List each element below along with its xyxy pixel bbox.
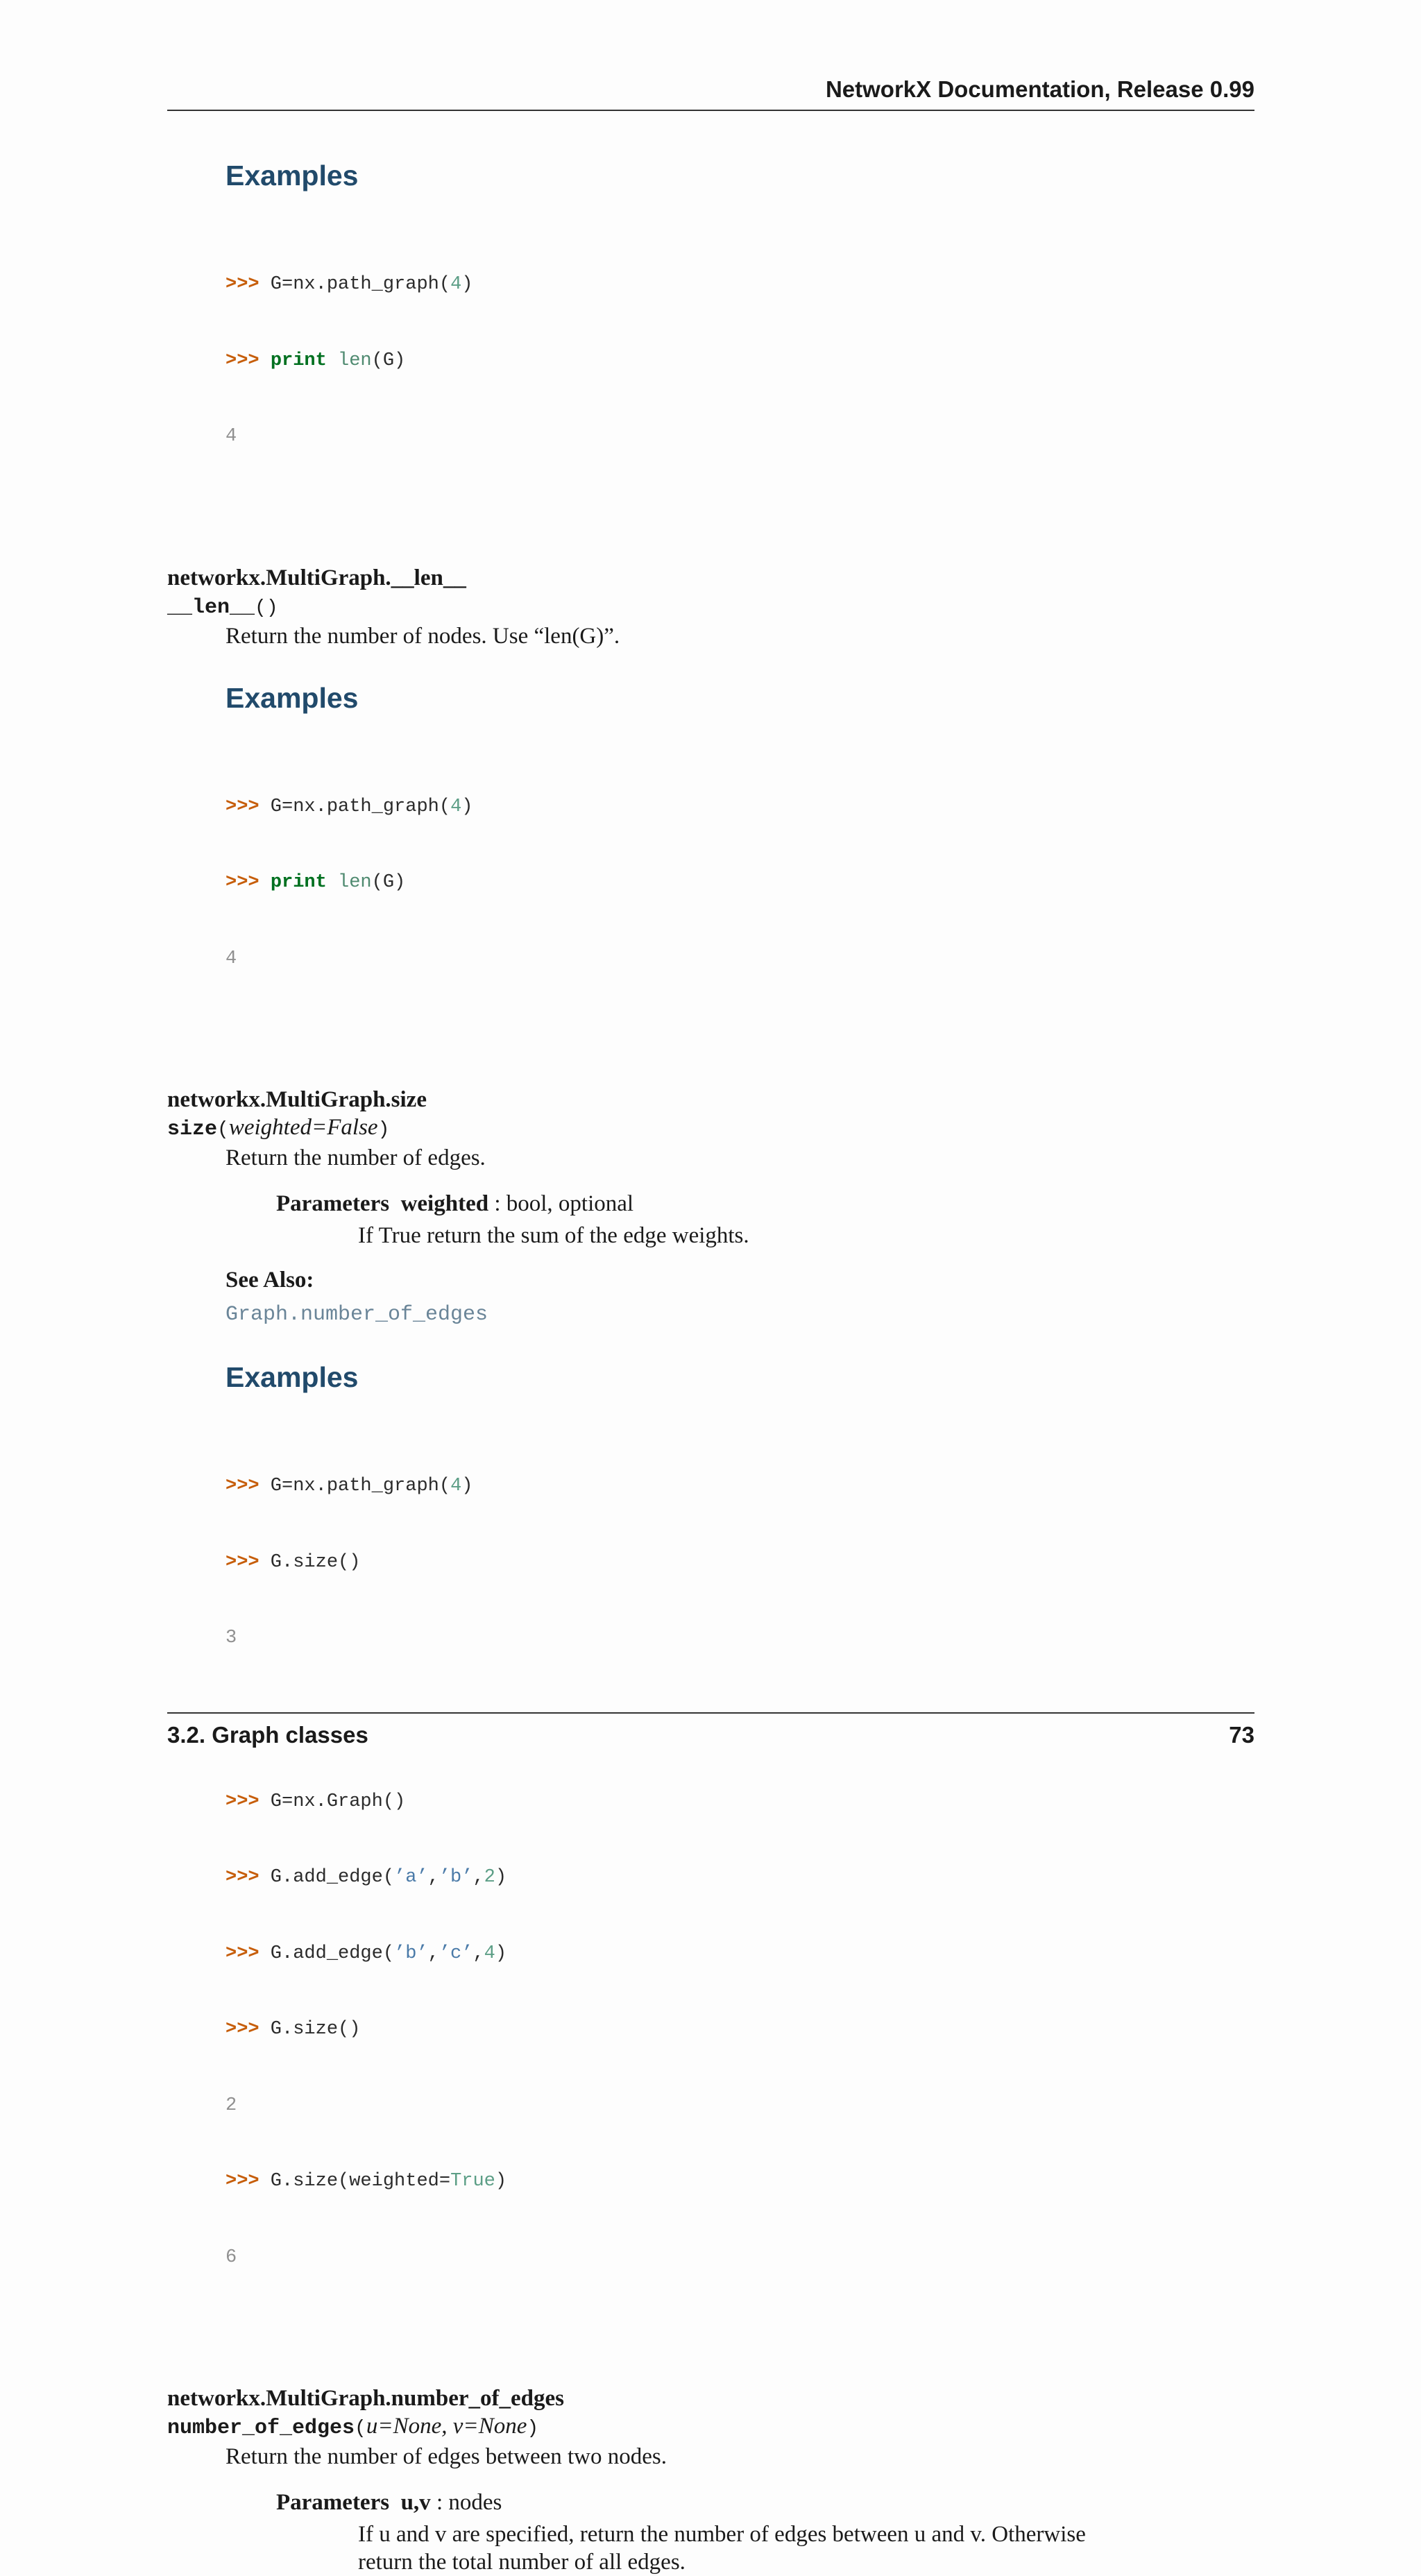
code-output: 3 bbox=[226, 1628, 237, 1648]
method-name: size bbox=[167, 1118, 218, 1141]
parameter-description: If u and v are specified, return the number of edges between u and v. Otherwise return the total number of all edges. bbox=[358, 2522, 1086, 2575]
code-line: >>> G=nx.path_graph(4) bbox=[226, 1476, 473, 1496]
parameter-name: weighted bbox=[400, 1191, 489, 1216]
examples-heading: Examples bbox=[226, 160, 359, 191]
method-description: Return the number of edges. bbox=[226, 1145, 486, 1170]
parameter-type: : nodes bbox=[430, 2490, 502, 2515]
parameter-description: If True return the sum of the edge weights. bbox=[358, 1223, 749, 1248]
method-args: weighted=False bbox=[228, 1115, 378, 1140]
parameter-row bbox=[276, 2489, 1254, 2516]
method-args: u=None, v=None bbox=[366, 2414, 527, 2439]
page-number: 73 bbox=[1229, 1722, 1254, 1748]
examples-heading: Examples bbox=[226, 681, 359, 714]
see-also-link[interactable]: Graph.number_of_edges bbox=[226, 1303, 488, 1327]
method-title: networkx.MultiGraph.number_of_edges bbox=[167, 2386, 564, 2411]
code-block bbox=[226, 1739, 1254, 2321]
page-content bbox=[167, 160, 1254, 2576]
method-entry-number-of-edges bbox=[167, 2385, 1254, 2576]
code-line: >>> G.add_edge(’b’,’c’,4) bbox=[226, 1943, 507, 1964]
code-block bbox=[226, 744, 1254, 1023]
parameter-type: : bool, optional bbox=[488, 1191, 634, 1216]
code-output: 4 bbox=[226, 948, 237, 969]
page-footer bbox=[167, 1712, 1254, 1748]
method-description: Return the number of edges between two nodes. bbox=[226, 2444, 667, 2469]
code-line: >>> G=nx.Graph() bbox=[226, 1791, 406, 1812]
examples-heading: Examples bbox=[226, 1361, 359, 1393]
code-line: >>> G.size(weighted=True) bbox=[226, 2171, 507, 2192]
code-line: >>> G.size() bbox=[226, 1551, 361, 1573]
parameters-label: Parameters bbox=[276, 2490, 390, 2515]
method-signature: number_of_edges(u=None, v=None) bbox=[167, 2414, 539, 2440]
method-entry-size bbox=[167, 1086, 1254, 2321]
method-title: networkx.MultiGraph.__len__ bbox=[167, 565, 466, 590]
method-signature: size(weighted=False) bbox=[167, 1115, 390, 1141]
code-line: >>> print len(G) bbox=[226, 872, 406, 893]
parameters-block bbox=[276, 2489, 1254, 2576]
page-header bbox=[167, 76, 1254, 111]
header-title: NetworkX Documentation, Release 0.99 bbox=[825, 76, 1254, 102]
code-block bbox=[226, 1423, 1254, 1702]
method-name: number_of_edges bbox=[167, 2416, 355, 2440]
see-also-label: See Also: bbox=[226, 1268, 314, 1293]
method-name: __len__ bbox=[167, 595, 255, 620]
method-entry-len bbox=[167, 564, 1254, 1023]
code-output: 4 bbox=[226, 426, 237, 447]
code-line: >>> G.add_edge(’a’,’b’,2) bbox=[226, 1867, 507, 1888]
parameters-label: Parameters bbox=[276, 1191, 390, 1216]
parameter-name: u,v bbox=[400, 2490, 431, 2515]
code-block bbox=[226, 221, 1254, 500]
footer-section: 3.2. Graph classes bbox=[167, 1722, 368, 1748]
method-signature bbox=[167, 592, 1254, 622]
code-line: >>> G=nx.path_graph(4) bbox=[226, 274, 473, 295]
code-line: >>> G.size() bbox=[226, 2019, 361, 2040]
code-line: >>> print len(G) bbox=[226, 350, 406, 371]
method-description: Return the number of nodes. Use “len(G)”. bbox=[226, 623, 620, 649]
code-output: 2 bbox=[226, 2095, 237, 2116]
code-output: 6 bbox=[226, 2246, 237, 2268]
parameters-block bbox=[276, 1190, 1254, 1249]
method-title: networkx.MultiGraph.size bbox=[167, 1087, 427, 1112]
parameter-row bbox=[276, 1190, 1254, 1218]
method-parens: () bbox=[255, 597, 278, 619]
code-line: >>> G=nx.path_graph(4) bbox=[226, 796, 473, 817]
